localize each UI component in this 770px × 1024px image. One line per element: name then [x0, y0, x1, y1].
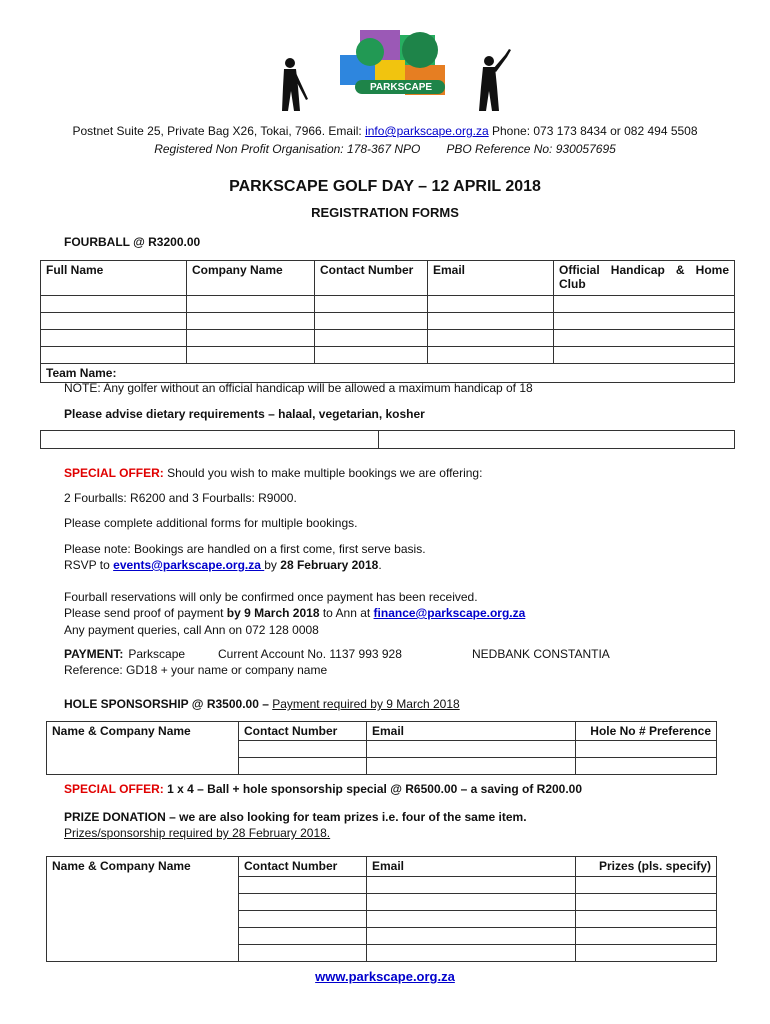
queries-note: Any payment queries, call Ann on 072 128 0008 [64, 623, 319, 637]
col-contact-number: Contact Number [315, 261, 428, 296]
payment-reference: Reference: GD18 + your name or company name [64, 663, 328, 677]
page-subtitle: REGISTRATION FORMS [311, 205, 459, 220]
proof-mid: to Ann at [319, 606, 374, 620]
fourball-heading: FOURBALL @ R3200.00 [64, 235, 201, 249]
col-hole-preference: Hole No # Preference [576, 722, 717, 741]
team-name-field[interactable]: Team Name: [41, 364, 735, 383]
address-line [0, 124, 770, 138]
dietary-label: Please advise dietary requirements – halaal, vegetarian, kosher [64, 407, 425, 421]
proof-prefix: Please send proof of payment [64, 606, 227, 620]
hole-required: Payment required by 9 March 2018 [272, 697, 460, 711]
npo-text: Registered Non Profit Organisation: 178-367 NPO [154, 142, 421, 156]
payment-name: Parkscape [128, 647, 186, 661]
phone-text: Phone: 073 173 8434 or 082 494 5508 [488, 124, 698, 138]
hole-heading-line [64, 697, 460, 711]
finance-email-link[interactable]: finance@parkscape.org.za [373, 606, 526, 620]
rsvp-prefix: RSVP to [64, 558, 114, 572]
offer-label: SPECIAL OFFER: [64, 466, 164, 480]
payment-bank: NEDBANK CONSTANTIA [472, 647, 610, 661]
fourball-table [40, 260, 735, 383]
hole-offer-text: 1 x 4 – Ball + hole sponsorship special @ R6500.00 – a saving of R200.00 [163, 782, 583, 796]
hole-heading: HOLE SPONSORSHIP @ R3500.00 – [64, 697, 273, 711]
col-contact-number: Contact Number [239, 722, 367, 741]
dietary-table [40, 430, 735, 449]
hole-offer-label: SPECIAL OFFER: [64, 782, 164, 796]
proof-line [64, 606, 525, 620]
golfer-right-icon [465, 45, 515, 115]
col-name-company: Name & Company Name [47, 857, 239, 962]
events-email-link[interactable]: events@parkscape.org.za [113, 558, 265, 572]
dietary-field-1[interactable] [41, 431, 379, 449]
golfer-left-icon [270, 55, 315, 115]
col-name-company: Name & Company Name [47, 722, 239, 775]
payment-line [64, 647, 185, 661]
col-prizes: Prizes (pls. specify) [576, 857, 717, 877]
offer-text: Should you wish to make multiple bookings we are offering: [163, 466, 483, 480]
booking-note: Please note: Bookings are handled on a first come, first serve basis. [64, 542, 426, 556]
col-email: Email [367, 722, 576, 741]
col-email: Email [428, 261, 554, 296]
prize-required: Prizes/sponsorship required by 28 February 2018. [64, 826, 331, 840]
website-link[interactable]: www.parkscape.org.za [315, 969, 455, 984]
confirm-note: Fourball reservations will only be confirmed once payment has been received. [64, 590, 478, 604]
offer-line [64, 466, 482, 480]
parkscape-logo [330, 30, 460, 105]
registration-line [0, 142, 770, 156]
hole-table [46, 721, 717, 775]
col-contact-number: Contact Number [239, 857, 367, 877]
info-email-link[interactable]: info@parkscape.org.za [365, 124, 489, 138]
logo-text: PARKSCAPE [370, 82, 433, 93]
col-handicap: Official Handicap & Home Club [554, 261, 735, 296]
payment-label: PAYMENT: [64, 647, 124, 661]
col-email: Email [367, 857, 576, 877]
col-full-name: Full Name [41, 261, 187, 296]
rsvp-date: 28 February 2018 [280, 558, 379, 572]
page-title: PARKSCAPE GOLF DAY – 12 APRIL 2018 [229, 178, 541, 195]
hole-offer-line [64, 782, 582, 796]
dietary-field-2[interactable] [379, 431, 735, 449]
prize-table [46, 856, 717, 962]
table-row[interactable] [41, 296, 735, 313]
table-row[interactable] [41, 330, 735, 347]
col-company-name: Company Name [187, 261, 315, 296]
rsvp-line [64, 558, 382, 572]
handicap-note: NOTE: Any golfer without an official handicap will be allowed a maximum handicap of 18 [64, 381, 533, 395]
rsvp-end: . [378, 558, 382, 572]
rsvp-mid: by [264, 558, 281, 572]
offer-prices: 2 Fourballs: R6200 and 3 Fourballs: R9000. [64, 491, 297, 505]
prize-heading: PRIZE DONATION – we are also looking for team prizes i.e. four of the same item. [64, 810, 527, 824]
offer-complete: Please complete additional forms for multiple bookings. [64, 516, 358, 530]
pbo-text: PBO Reference No: 930057695 [446, 142, 616, 156]
table-row[interactable] [41, 347, 735, 364]
table-row[interactable] [41, 313, 735, 330]
payment-account: Current Account No. 1137 993 928 [218, 647, 402, 661]
address-text: Postnet Suite 25, Private Bag X26, Tokai, 7966. Email: [72, 124, 366, 138]
proof-date: by 9 March 2018 [226, 606, 320, 620]
